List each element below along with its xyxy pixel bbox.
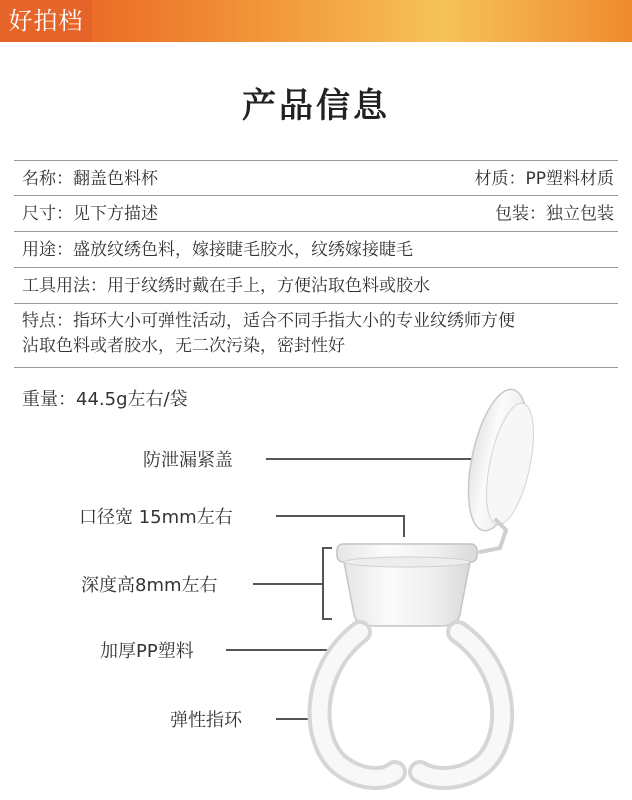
top-banner [0, 0, 632, 42]
size-value: 见下方描述 [73, 204, 158, 224]
feature-label: 特点： [22, 311, 73, 331]
ring-shape [320, 632, 503, 778]
material-label: 材质： [474, 169, 526, 189]
usage-field [22, 232, 413, 268]
material-field [474, 161, 614, 197]
weight-text: 重量：44.5g左右/袋 [22, 389, 188, 410]
name-label: 名称： [22, 169, 73, 189]
feature-value-1: 指环大小可弹性活动，适合不同手指大小的专业纹绣师方便 [73, 311, 515, 331]
cup-shape [337, 544, 477, 626]
ring-cup-product-image [300, 380, 632, 800]
callout-lid: 防泄漏紧盖 [143, 450, 233, 471]
lid-shape [458, 384, 543, 536]
info-row-name-material [14, 160, 618, 196]
callout-diameter: 口径宽 15mm左右 [79, 507, 233, 528]
name-value: 翻盖色料杯 [73, 169, 158, 189]
product-info-table [14, 160, 618, 368]
tool-value: 用于纹绣时戴在手上，方便沾取色料或胶水 [107, 276, 430, 296]
size-label: 尺寸： [22, 204, 73, 224]
material-value: PP塑料材质 [525, 169, 614, 189]
feature-value-2: 沾取色料或者胶水，无二次污染，密封性好 [22, 336, 345, 356]
package-field [495, 196, 614, 232]
page-title: 产品信息 [242, 86, 390, 126]
name-field [22, 161, 158, 197]
callout-thick: 加厚PP塑料 [100, 641, 194, 662]
info-row-size-package [14, 196, 618, 232]
info-row-feature [14, 304, 618, 368]
watermark-label: 好拍档 [0, 0, 92, 42]
tool-field [22, 268, 430, 304]
tool-label: 工具用法： [22, 276, 107, 296]
feature-line-1 [14, 309, 618, 334]
package-label: 包装： [495, 204, 546, 224]
info-row-usage [14, 232, 618, 268]
callout-depth: 深度高8mm左右 [81, 575, 218, 596]
info-row-tool [14, 268, 618, 304]
package-value: 独立包装 [546, 204, 614, 224]
usage-label: 用途： [22, 240, 73, 260]
size-field [22, 196, 158, 232]
usage-value: 盛放纹绣色料，嫁接睫毛胶水，纹绣嫁接睫毛 [73, 240, 413, 260]
callout-ring: 弹性指环 [170, 710, 242, 731]
